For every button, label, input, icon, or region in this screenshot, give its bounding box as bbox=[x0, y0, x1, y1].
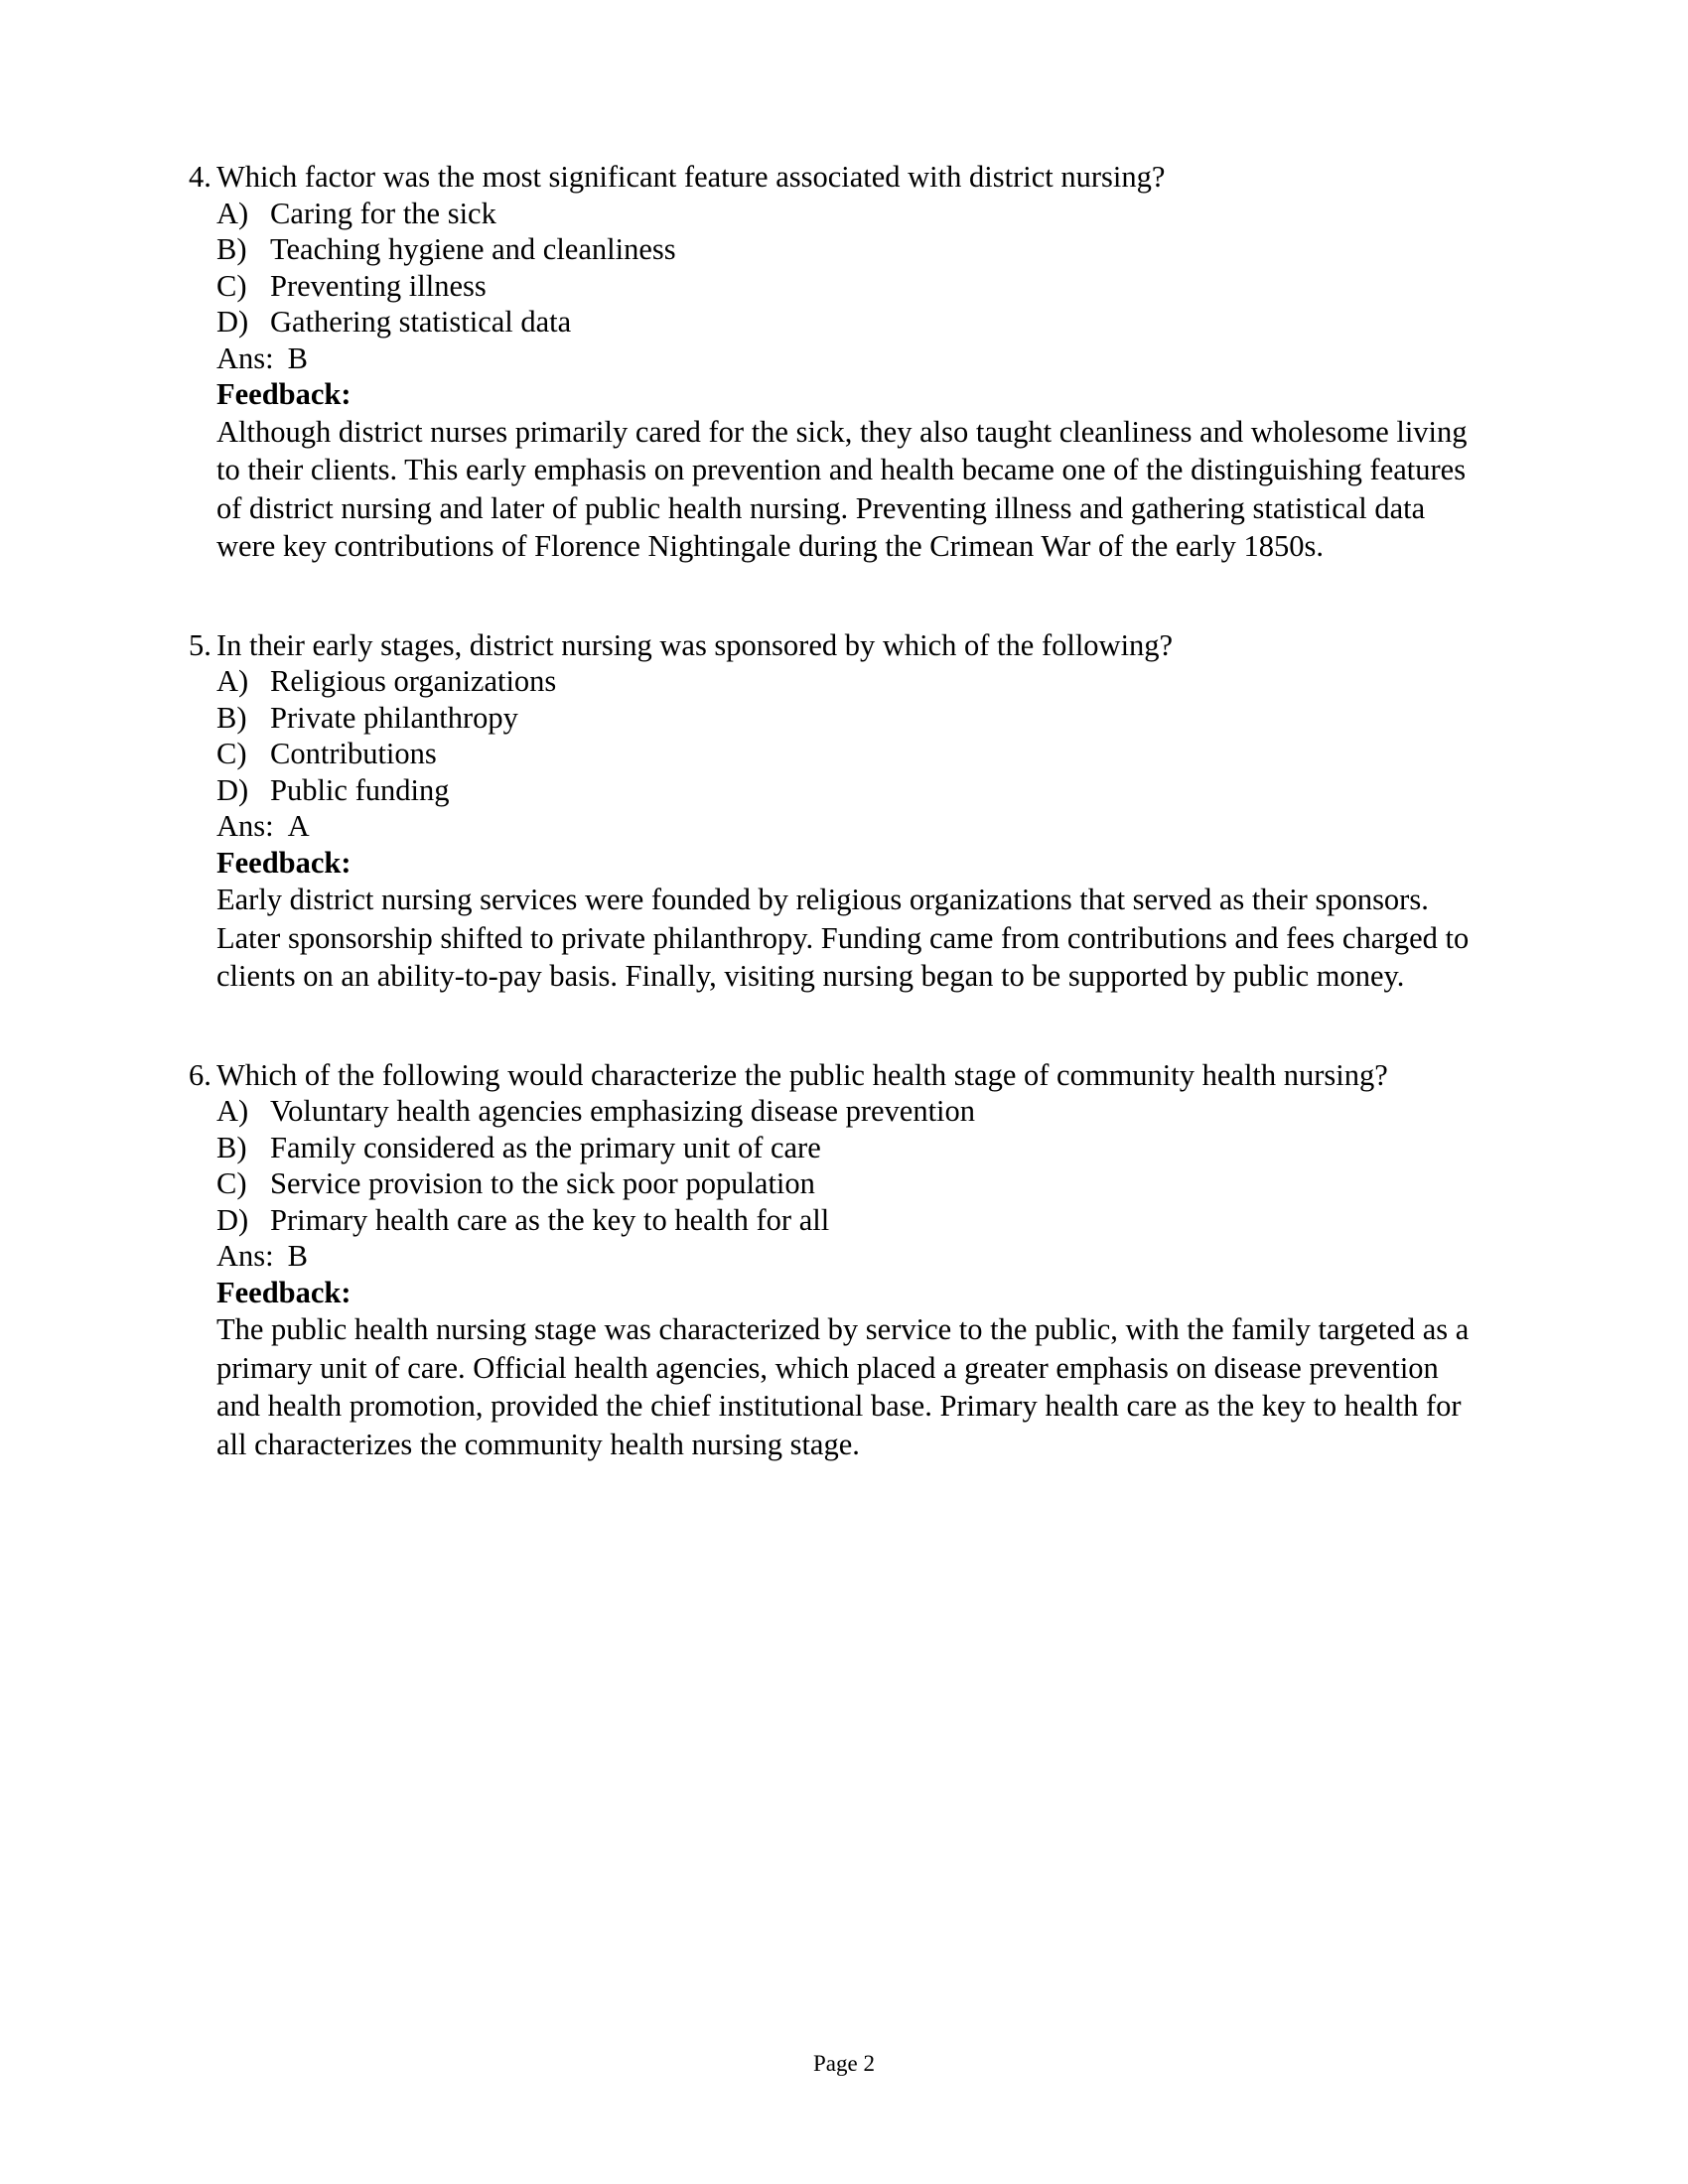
option-text: Service provision to the sick poor population bbox=[270, 1166, 815, 1200]
question-heading bbox=[189, 1057, 1479, 1094]
option-row[interactable] bbox=[216, 268, 1479, 305]
option-list bbox=[189, 663, 1479, 808]
option-row[interactable] bbox=[216, 1130, 1479, 1166]
answer-row bbox=[189, 341, 1479, 377]
option-row[interactable] bbox=[216, 700, 1479, 737]
option-letter: C) bbox=[216, 268, 247, 303]
option-row[interactable] bbox=[216, 231, 1479, 268]
option-list bbox=[189, 196, 1479, 341]
question-text: Which factor was the most significant feature associated with district nursing? bbox=[216, 160, 1166, 194]
option-letter: B) bbox=[216, 232, 247, 266]
option-row[interactable] bbox=[216, 1165, 1479, 1202]
option-text: Public funding bbox=[270, 772, 450, 807]
question-number: 6. bbox=[189, 1057, 211, 1092]
option-row[interactable] bbox=[216, 663, 1479, 700]
option-letter: A) bbox=[216, 196, 249, 230]
answer-value: A bbox=[287, 809, 310, 843]
question-text: In their early stages, district nursing was sponsored by which of the following? bbox=[216, 627, 1174, 662]
option-letter: D) bbox=[216, 305, 249, 339]
option-list bbox=[189, 1093, 1479, 1238]
option-letter: C) bbox=[216, 737, 247, 770]
question-heading bbox=[189, 159, 1479, 196]
option-row[interactable] bbox=[216, 736, 1479, 772]
option-text: Contributions bbox=[270, 737, 437, 770]
answer-label: Ans: bbox=[216, 1239, 274, 1273]
feedback-label: Feedback: bbox=[216, 845, 352, 880]
answer-value: B bbox=[287, 341, 308, 375]
option-letter: B) bbox=[216, 700, 247, 735]
option-letter: A) bbox=[216, 1094, 249, 1128]
feedback-text: Early district nursing services were founded by religious organizations that served as their sponsors. Later sponsorship shifted to private philanthropy. Funding came from contributions and fees charged to clients on an ability-to-pay basis. Finally, visiting nursing began to be supported by public money. bbox=[216, 883, 1470, 993]
answer-label: Ans: bbox=[216, 341, 274, 375]
option-text: Family considered as the primary unit of care bbox=[270, 1130, 821, 1164]
feedback-label: Feedback: bbox=[216, 377, 352, 411]
question-number: 5. bbox=[189, 627, 211, 662]
option-letter: B) bbox=[216, 1130, 247, 1164]
feedback-text: Although district nurses primarily cared for the sick, they also taught cleanliness and wholesome living to their clients. This early emphasis on prevention and health became one of the distinguishing features of district nursing and later of public health nursing. Preventing illness and gathering statistical data were key contributions of Florence Nightingale during the Crimean War of the early 1850s. bbox=[216, 414, 1468, 563]
question-block bbox=[189, 159, 1479, 566]
option-letter: D) bbox=[216, 1202, 249, 1237]
option-text: Preventing illness bbox=[270, 268, 487, 303]
option-text: Private philanthropy bbox=[270, 700, 518, 735]
question-block bbox=[189, 627, 1479, 996]
question-block bbox=[189, 1057, 1479, 1464]
option-row[interactable] bbox=[216, 304, 1479, 341]
option-row[interactable] bbox=[216, 1093, 1479, 1130]
question-heading bbox=[189, 627, 1479, 664]
option-row[interactable] bbox=[216, 1202, 1479, 1239]
option-letter: C) bbox=[216, 1166, 247, 1200]
option-letter: A) bbox=[216, 664, 249, 698]
option-letter: D) bbox=[216, 772, 249, 807]
option-row[interactable] bbox=[216, 772, 1479, 809]
option-text: Religious organizations bbox=[270, 664, 557, 698]
answer-value: B bbox=[287, 1239, 308, 1273]
option-row[interactable] bbox=[216, 196, 1479, 232]
answer-label: Ans: bbox=[216, 809, 274, 843]
page-footer: Page 2 bbox=[813, 2051, 875, 2076]
answer-row bbox=[189, 1238, 1479, 1275]
question-text: Which of the following would characterize the public health stage of community health nursing? bbox=[216, 1057, 1388, 1092]
option-text: Teaching hygiene and cleanliness bbox=[270, 232, 676, 266]
feedback-text: The public health nursing stage was characterized by service to the public, with the family targeted as a primary unit of care. Official health agencies, which placed a greater emphasis on disease prevention and health promotion, provided the chief institutional base. Primary health care as the key to health for all characterizes the community health nursing stage. bbox=[216, 1312, 1470, 1461]
option-text: Primary health care as the key to health for all bbox=[270, 1202, 830, 1237]
question-number: 4. bbox=[189, 160, 211, 194]
option-text: Gathering statistical data bbox=[270, 305, 572, 339]
answer-row bbox=[189, 808, 1479, 845]
option-text: Voluntary health agencies emphasizing disease prevention bbox=[270, 1094, 976, 1128]
feedback-label: Feedback: bbox=[216, 1275, 352, 1309]
question-list bbox=[189, 159, 1479, 1463]
option-text: Caring for the sick bbox=[270, 196, 496, 230]
